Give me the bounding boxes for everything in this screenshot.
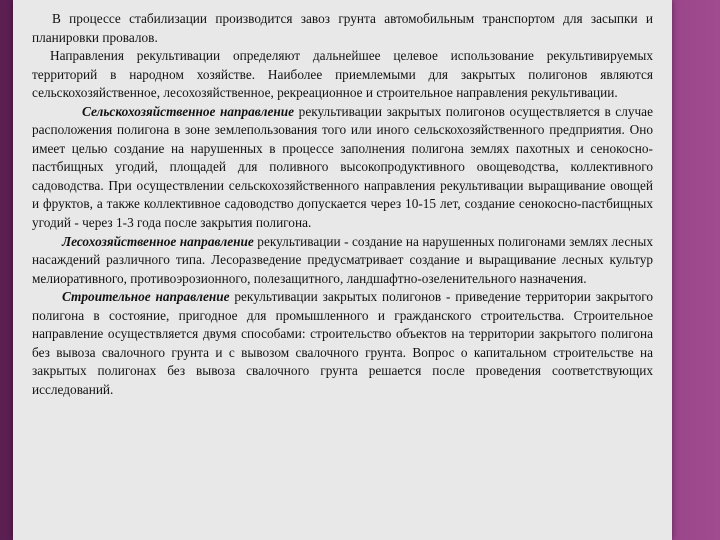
paragraph-text: рекультивации закрытых полигонов осуществляется в случае расположения полигона в зоне землепользования того или иного сельскохозяйственного предприятия. Оно имеет целью создание на нарушенных в процессе заполнения полигона землях пахотных и сенокосно-пастбищных угодий, площадей для поливного высокопродуктивного овощеводства, коллективного садоводства. При осуществлении сельскохозяйственного направления рекультивации выращивание овощей и фруктов, а также коллективное садоводство допускается через 10-15 лет, создание сенокосно-пастбищных угодий - через 1-3 года после закрытия полигона. [32, 103, 653, 231]
paragraph-text: В процессе стабилизации производится завоз грунта автомобильным транспортом для засыпки и планировки провалов. [32, 11, 653, 45]
paragraph-text: рекультивации закрытых полигонов - приведение территории закрытого полигона в состояние, пригодное для промышленного и гражданского строительства. Строительное направление осуществляется двумя способами: строительство объектов на территории закрытого полигона без вывоза свалочного грунта и с вывозом свалочного грунта. Вопрос о капитальном строительстве на закрытых полигонах без вывоза свалочного грунта решается после проведения соответствующих исследований. [32, 289, 653, 397]
term-forestry: Лесохозяйственное направление [62, 233, 254, 249]
paragraph-directions [32, 47, 653, 103]
term-agricultural: Сельскохозяйственное направление [82, 103, 295, 119]
paragraph-agricultural [32, 103, 653, 233]
paragraph-stabilization [32, 10, 653, 47]
document-page [13, 0, 672, 540]
paragraph-text: рекультивации - создание на нарушенных полигонами землях лесных насаждений различного типа. Лесоразведение предусматривает создание и выращивание лесных культур мелиоративного, противоэрозионного, полезащитного, ландшафтно-озеленительного назначения. [32, 233, 654, 286]
term-construction: Строительное направление [62, 289, 230, 305]
paragraph-forestry [32, 233, 653, 289]
paragraph-text: Направления рекультивации определяют дальнейшее целевое использование рекультивируемых территорий в народном хозяйстве. Наиболее приемлемыми для закрытых полигонов являются сельскохозяйственное, лесохозяйственное, рекреационное и строительное направления рекультивации. [32, 48, 653, 101]
paragraph-construction [32, 288, 653, 399]
